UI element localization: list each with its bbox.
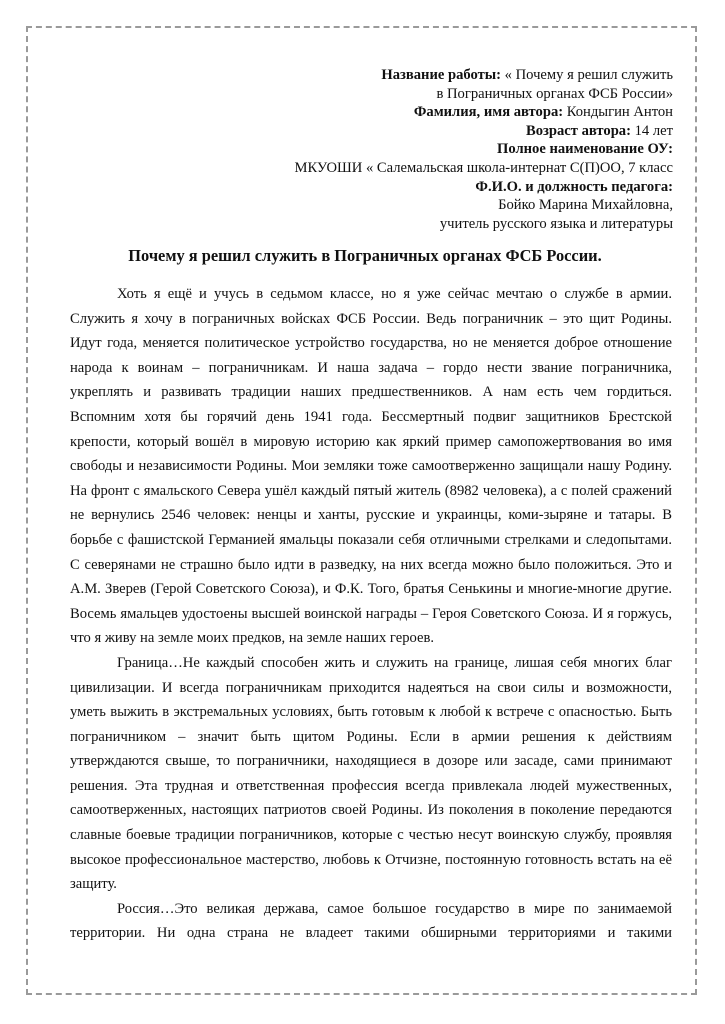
essay-line: На фронт с ямальского Севера ушёл каждый пятый житель (8982 человека), а с полей сражений [70, 482, 672, 499]
essay-line: решения. Эта трудная и ответственная профессия всегда привлекала людей мужественных, [70, 777, 672, 794]
essay-paragraph [70, 651, 672, 897]
author-age-label: Возраст автора: [526, 122, 631, 139]
org-label: Полное наименование ОУ: [496, 141, 673, 158]
essay-line: Граница…Не каждый способен жить и служить на границе, лишая себя многих благ [117, 654, 672, 671]
essay-line: высокое профессиональное мастерство, любовь к Отчизне, постоянную готовность встать на её [70, 851, 672, 868]
author-name-label: Фамилия, имя автора: [413, 104, 564, 121]
essay-paragraph [70, 282, 672, 651]
essay-line: уметь выжить в экстремальных условиях, быть готовым к любой к встрече с опасностью. Быть [70, 704, 672, 721]
essay-body [70, 282, 672, 946]
essay-line: что я живу на земле моих предков, на земле наших героев. [70, 630, 434, 647]
org-value: МКУОШИ « Салемальская школа-интернат С(П)ОО, 7 класс [294, 159, 673, 176]
work-title-value-1: « Почему я решил служить [501, 67, 673, 83]
essay-line: Служить я хочу в пограничных войсках ФСБ России. Ведь пограничник – это щит Родины. [70, 310, 672, 327]
essay-line: Идут года, меняется политическое устройство государства, но не меняется доброе отношение [70, 335, 672, 352]
document-header [253, 66, 673, 233]
essay-line: С северянами не страшно было идти в разведку, на них всегда можно было положиться. Это и [70, 556, 672, 573]
teacher-name: Бойко Марина Михайловна, [498, 197, 673, 214]
essay-title: Почему я решил служить в Пограничных органах ФСБ России. [128, 246, 602, 265]
essay-paragraph [70, 897, 672, 946]
essay-line: крепости, который вошёл в мировую историю как яркий пример самопожертвования во имя [70, 433, 672, 450]
essay-line: Хоть я ещё и учусь в седьмом классе, но я уже сейчас мечтаю о службе в армии. [117, 286, 672, 302]
teacher-label: Ф.И.О. и должность педагога: [475, 178, 673, 195]
essay-line: защиту. [70, 876, 117, 893]
essay-line: утверждаются свыше, то пограничники, находящиеся в дозоре или засаде, сами принимают [70, 753, 672, 770]
essay-line: Россия…Это великая держава, самое большое государство в мире по занимаемой [117, 900, 672, 917]
essay-line: не вернулись 2546 человек: ненцы и ханты, русские и украинцы, коми-зыряне и татары. В [70, 507, 672, 524]
essay-line: территории. Ни одна страна не владеет такими обширными территориями и такими [70, 925, 672, 942]
essay-line: Восемь ямальцев удостоены высшей воинской награды – Героя Советского Союза. И я горжусь, [70, 605, 672, 622]
essay-line: А.М. Зверев (Герой Советского Союза), и Ф.К. Того, братья Сенькины и многие-многие другие. [70, 581, 672, 598]
author-age-value: 14 лет [630, 122, 673, 139]
essay-line: борьбе с фашистской Германией ямальцы показали себя отличными стрелками и следопытами. [70, 531, 672, 548]
essay-line: славные боевые традиции пограничников, которые с честью несут воинскую службу, проявляя [70, 827, 672, 844]
author-age-line [253, 122, 673, 141]
essay-line: укреплять и развивать традиции наших предшественников. А нам есть чем гордиться. [70, 384, 672, 401]
teacher-position: учитель русского языка и литературы [439, 215, 673, 232]
work-title-value-2: в Пограничных органах ФСБ России» [436, 85, 673, 102]
essay-line: свободы и независимости Родины. Мои земляки тоже самоотверженно защищали нашу Родину. [70, 458, 672, 475]
work-title-line [253, 66, 673, 85]
author-name-value: Кондыгин Антон [563, 104, 673, 121]
work-title-label: Название работы: [381, 67, 502, 83]
essay-line: Вспомним хотя бы горячий день 1941 года. Бессмертный подвиг защитников Брестской [70, 408, 672, 425]
essay-line: цивилизации. И всегда пограничникам приходится надеяться на свои силы и возможности, [70, 679, 672, 696]
essay-line: пограничником – значит быть щитом Родины. Если в армии решения к действиям [70, 728, 672, 745]
essay-line: самоотверженных, настоящих патриотов своей Родины. Из поколения в поколение передаются [70, 802, 672, 819]
author-name-line [253, 103, 673, 122]
essay-line: народа к воинам – пограничникам. И наша задача – гордо нести звание пограничника, [70, 359, 672, 376]
